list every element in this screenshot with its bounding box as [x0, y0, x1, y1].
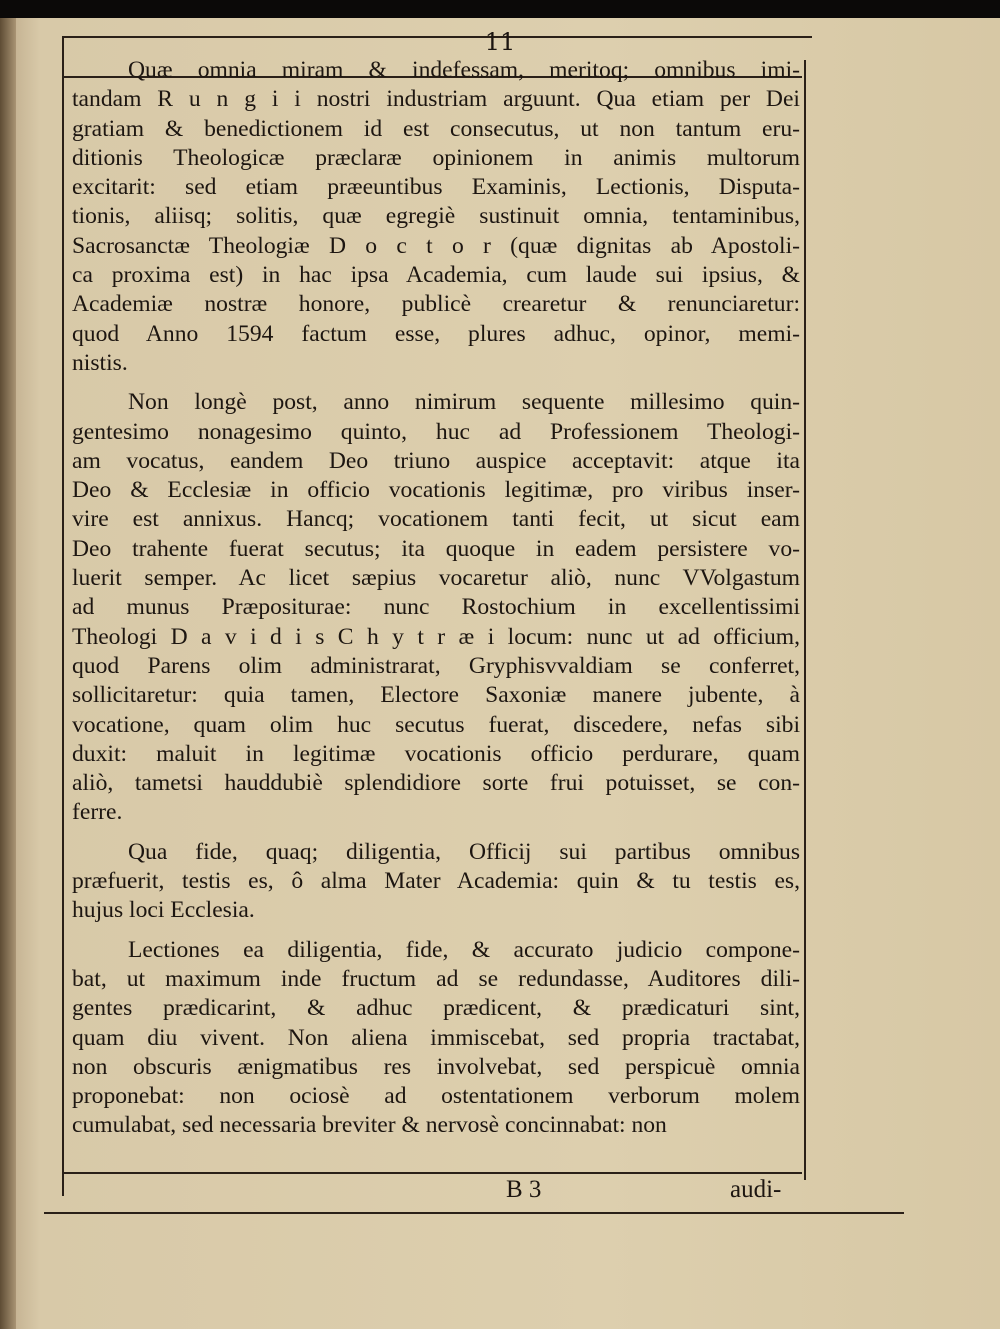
text-line: gentes prædicarint, & adhuc prædicent, & prædicaturi sint,: [72, 995, 800, 1022]
page-binding-edge: [0, 18, 16, 1329]
text-line: præfuerit, testis es, ô alma Mater Academia: quin & tu testis es,: [72, 868, 800, 895]
text-line: Quæ omnia miram & indefessam, meritoq; omnibus imi-: [128, 57, 800, 83]
text-line: excitarit: sed etiam præeuntibus Examinis, Lectionis, Disputa-: [72, 174, 800, 201]
text-line: bat, ut maximum inde fructum ad se redundasse, Auditores dili-: [72, 965, 800, 992]
body-text: [72, 56, 800, 1141]
text-line: Lectiones ea diligentia, fide, & accurato judicio compone-: [128, 936, 800, 963]
paragraph: [72, 838, 800, 926]
paragraph-gap: [72, 378, 800, 388]
text-line: aliò, tametsi hauddubiè splendidiore sorte frui potuisset, se con-: [72, 770, 800, 797]
text-line: Non longè post, anno nimirum sequente millesimo quin-: [128, 389, 800, 416]
paragraph-gap: [72, 828, 800, 838]
text-line: ad munus Præpositurae: nunc Rostochium in excellentissimi: [72, 594, 800, 621]
paragraph: [72, 56, 800, 378]
text-line: hujus loci Ecclesia.: [72, 897, 255, 924]
text-line: sollicitaretur: quia tamen, Electore Saxoniæ manere jubente, à: [72, 682, 800, 709]
left-frame-rule: [62, 36, 64, 1196]
text-line: duxit: maluit in legitimæ vocationis officio perdurare, quam: [72, 740, 800, 767]
text-line: luerit semper. Ac licet sæpius vocaretur aliò, nunc VVolgastum: [72, 565, 800, 592]
text-line: ca proxima est) in hac ipsa Academia, cum laude sui ipsius, &: [72, 262, 800, 289]
right-frame-rule: [804, 60, 806, 1180]
paragraph-gap: [72, 926, 800, 936]
text-line: proponebat: non ociosè ad ostentationem verborum molem: [72, 1083, 800, 1110]
signature-mark: B 3: [506, 1176, 542, 1203]
text-line: tionis, aliisq; solitis, quæ egregiè sustinuit omnia, tentaminibus,: [72, 203, 800, 230]
text-line: gentesimo nonagesimo quinto, huc ad Professionem Theologi-: [72, 418, 800, 445]
text-line: Qua fide, quaq; diligentia, Officij sui partibus omnibus: [128, 838, 800, 865]
text-line: Academiæ nostræ honore, publicè crearetur & renunciaretur:: [72, 291, 800, 318]
text-line: quod Parens olim administrarat, Gryphisvvaldiam se conferret,: [72, 652, 800, 679]
text-line: quam diu vivent. Non aliena immiscebat, sed propria tractabat,: [72, 1024, 800, 1051]
text-line: ferre.: [72, 799, 123, 826]
text-line: vire est annixus. Hancq; vocationem tanti fecit, ut sicut eam: [72, 506, 800, 533]
text-line: non obscuris ænigmatibus res involvebat, sed perspicuè omnia: [72, 1053, 800, 1080]
text-line: quod Anno 1594 factum esse, plures adhuc, opinor, memi-: [72, 320, 800, 347]
text-line: vocatione, quam olim huc secutus fuerat, discedere, nefas sibi: [72, 711, 800, 738]
text-line: am vocatus, eandem Deo triuno auspice acceptavit: atque ita: [72, 447, 800, 474]
text-line: tandam R u n g i i nostri industriam arguunt. Qua etiam per Dei: [72, 86, 800, 113]
paragraph: [72, 388, 800, 827]
catchword: audi-: [730, 1176, 782, 1203]
page-number: 11: [484, 28, 516, 56]
text-line: Sacrosanctæ Theologiæ D o c t o r (quæ dignitas ab Apostoli-: [72, 232, 800, 259]
text-line: ditionis Theologicæ præclaræ opinionem in animis multorum: [72, 144, 800, 171]
text-line: Deo trahente fuerat secutus; ita quoque in eadem persistere vo-: [72, 535, 800, 562]
footer-rule: [44, 1212, 904, 1214]
text-line: nistis.: [72, 349, 128, 376]
page-footer: [0, 1158, 1000, 1203]
text-line: gratiam & benedictionem id est consecutus, ut non tantum eru-: [72, 115, 800, 142]
text-line: cumulabat, sed necessaria breviter & nervosè concinnabat: non: [72, 1112, 667, 1139]
text-line: Deo & Ecclesiæ in officio vocationis legitimæ, pro viribus inser-: [72, 477, 800, 504]
paragraph: [72, 936, 800, 1141]
text-line: Theologi D a v i d i s C h y t r æ i locum: nunc ut ad officium,: [72, 623, 800, 650]
